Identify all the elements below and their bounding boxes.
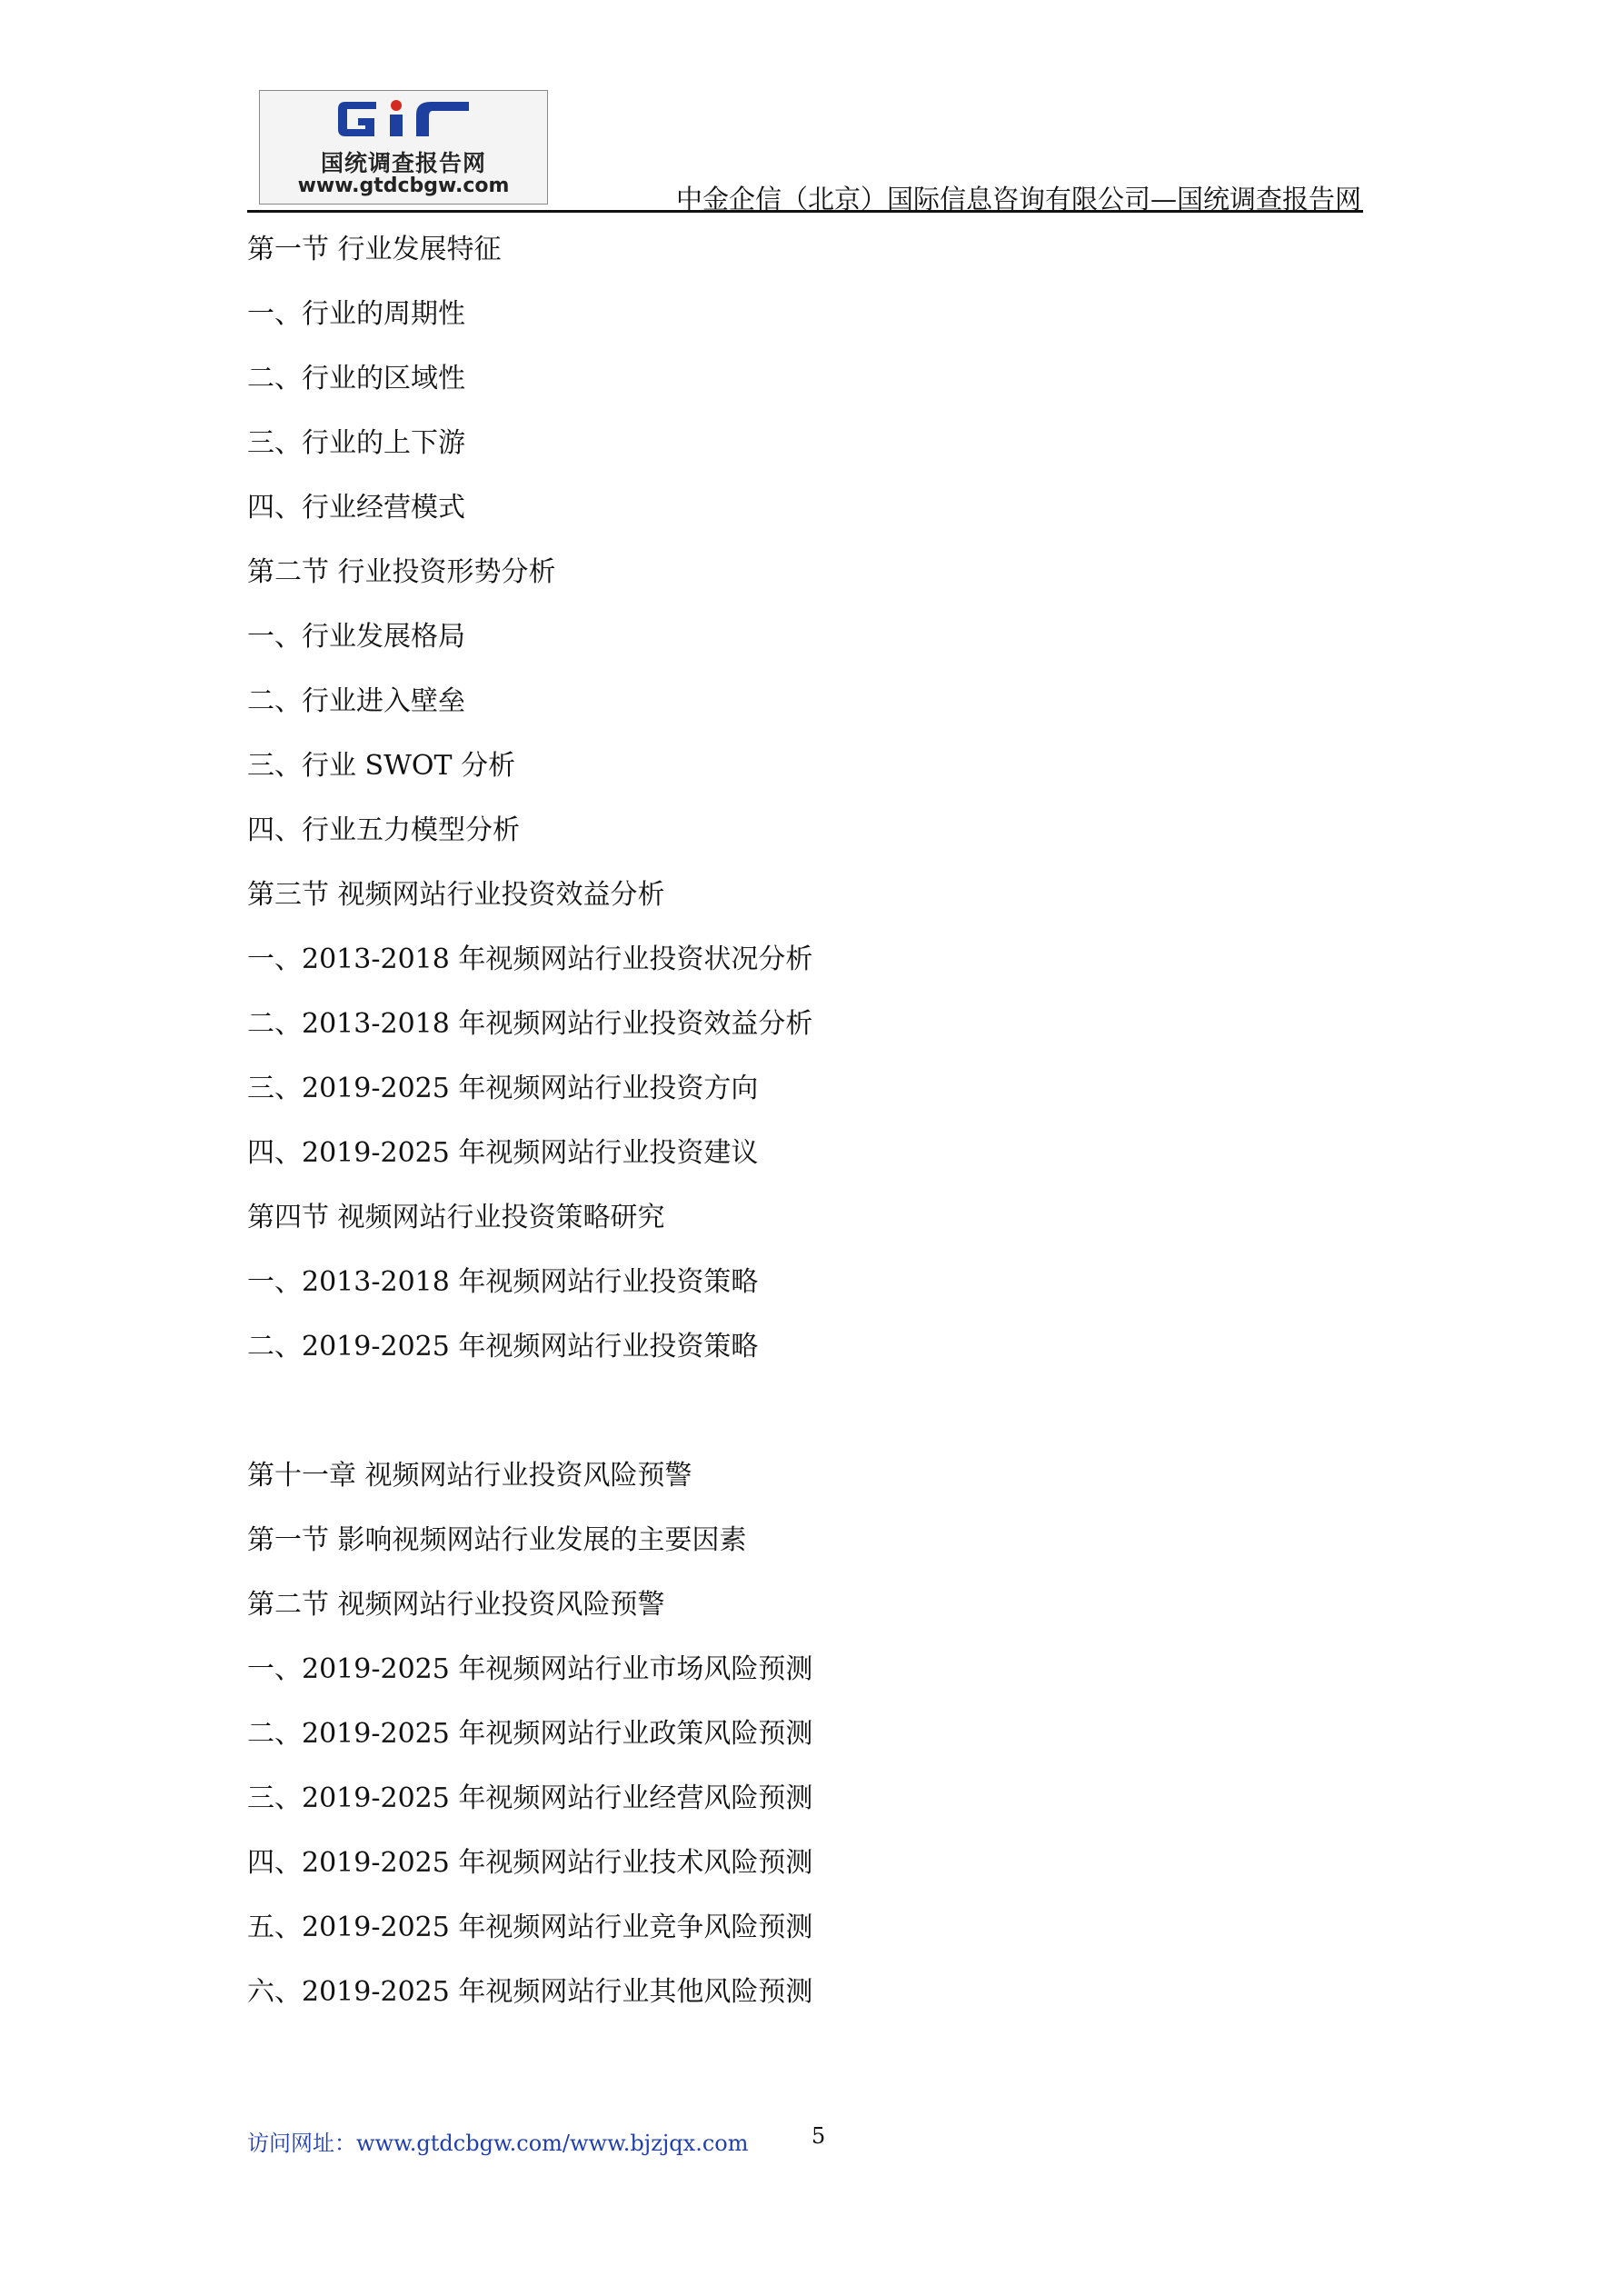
toc-line: 五、2019-2025 年视频网站行业竞争风险预测 xyxy=(247,1912,813,1943)
header-company-name: 中金企信（北京）国际信息咨询有限公司—国统调查报告网 xyxy=(675,184,1361,215)
header-divider xyxy=(247,210,1363,213)
toc-line: 二、2019-2025 年视频网站行业投资策略 xyxy=(247,1331,759,1363)
toc-line: 一、行业发展格局 xyxy=(247,621,465,653)
toc-line: 一、行业的周期性 xyxy=(247,298,465,330)
toc-line: 三、2019-2025 年视频网站行业投资方向 xyxy=(247,1073,759,1104)
toc-line: 三、行业 SWOT 分析 xyxy=(247,750,516,782)
toc-line: 三、行业的上下游 xyxy=(247,427,465,459)
toc-line: 二、2019-2025 年视频网站行业政策风险预测 xyxy=(247,1718,813,1750)
gir-logo-icon xyxy=(333,96,483,140)
footer-website-link[interactable]: 访问网址：www.gtdcbgw.com/www.bjzjqx.com xyxy=(247,2131,749,2156)
toc-line: 二、2013-2018 年视频网站行业投资效益分析 xyxy=(247,1008,813,1040)
toc-line: 四、2019-2025 年视频网站行业投资建议 xyxy=(247,1137,759,1169)
toc-line: 第四节 视频网站行业投资策略研究 xyxy=(247,1202,665,1233)
toc-line: 第一节 行业发展特征 xyxy=(247,234,502,265)
toc-line: 第二节 行业投资形势分析 xyxy=(247,556,556,588)
toc-line: 四、行业经营模式 xyxy=(247,492,465,524)
toc-list xyxy=(247,225,1365,2032)
toc-line: 第一节 影响视频网站行业发展的主要因素 xyxy=(247,1524,747,1556)
toc-line: 一、2013-2018 年视频网站行业投资策略 xyxy=(247,1266,759,1298)
toc-line: 三、2019-2025 年视频网站行业经营风险预测 xyxy=(247,1782,813,1814)
section-spacer xyxy=(247,1387,1365,1452)
toc-line: 六、2019-2025 年视频网站行业其他风险预测 xyxy=(247,1976,813,2008)
toc-line: 四、2019-2025 年视频网站行业技术风险预测 xyxy=(247,1847,813,1879)
toc-line: 第二节 视频网站行业投资风险预警 xyxy=(247,1589,665,1621)
toc-line: 二、行业进入壁垒 xyxy=(247,685,465,717)
toc-line: 二、行业的区域性 xyxy=(247,363,465,394)
company-logo xyxy=(259,90,548,205)
logo-chinese-name: 国统调查报告网 xyxy=(320,150,486,176)
logo-url-text: www.gtdcbgw.com xyxy=(297,175,510,197)
toc-line: 四、行业五力模型分析 xyxy=(247,814,520,846)
toc-line: 一、2019-2025 年视频网站行业市场风险预测 xyxy=(247,1653,813,1685)
toc-line: 第三节 视频网站行业投资效益分析 xyxy=(247,879,665,911)
toc-line: 第十一章 视频网站行业投资风险预警 xyxy=(247,1460,692,1492)
page-number: 5 xyxy=(812,2123,826,2149)
toc-line: 一、2013-2018 年视频网站行业投资状况分析 xyxy=(247,943,813,975)
